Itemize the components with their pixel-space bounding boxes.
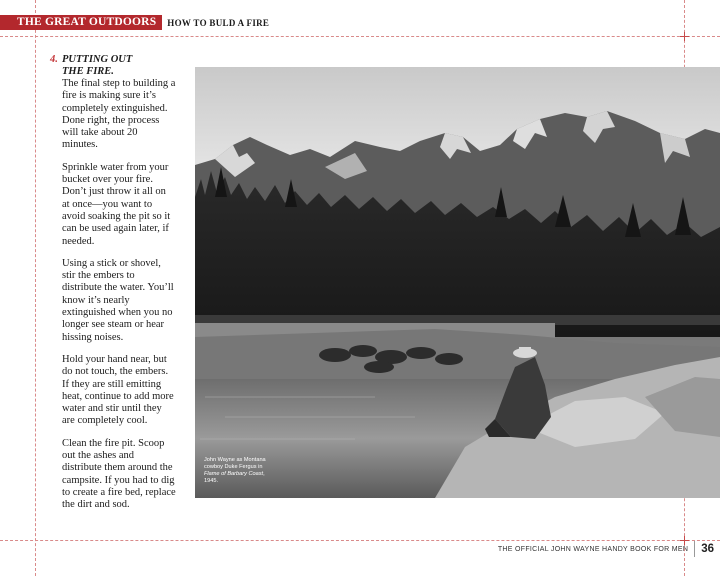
caption-text: John Wayne as Montana cowboy Duke Fergus in [204,457,266,470]
section-tag: THE GREAT OUTDOORS [0,15,162,30]
crop-mark-top-right [680,32,689,41]
paragraph: Using a stick or shovel, stir the embers to distribute the water. You’ll know it’s nearly extinguished when you no longer see steam or hear hissing noises. [62,257,174,343]
guide-line-top [0,36,720,37]
footer-book-title: THE OFFICIAL JOHN WAYNE HANDY BOOK FOR MEN [497,545,689,553]
chapter-title: HOW TO BULD A FIRE [167,17,270,28]
paragraph: The final step to building a fire is making sure it’s completely extinguished. Done right, the process will take about 20 minutes. [62,78,176,151]
page-footer [498,541,714,557]
page-number: 36 [701,543,714,555]
paragraph: Hold your hand near, but do not touch, the embers. If they are still emitting heat, continue to add more water and stir until they are completely cool. [62,353,174,427]
step-title: PUTTING OUT THE FIRE. [62,54,133,77]
text-column [50,54,176,522]
step-heading [50,54,176,77]
footer-divider [694,541,695,557]
paragraph: Clean the fire pit. Scoop out the ashes and distribute them around the campsite. If you had to dig to create a fire bed, replace the dirt and sod. [62,437,176,511]
step-number: 4. [50,54,58,65]
paragraph: Sprinkle water from your bucket over your fire. Don’t just throw it all on at once—you want to avoid soaking the pit so it can be used again later, if needed. [62,161,171,247]
guide-line-left [35,0,36,576]
caption-film-title: Flame of Barbary Coast [204,471,264,477]
caption-year: , 1945. [204,471,265,484]
landscape-photo [195,67,720,498]
photo-caption [204,457,276,485]
page-header [0,15,269,30]
photo-illustration [195,67,720,498]
